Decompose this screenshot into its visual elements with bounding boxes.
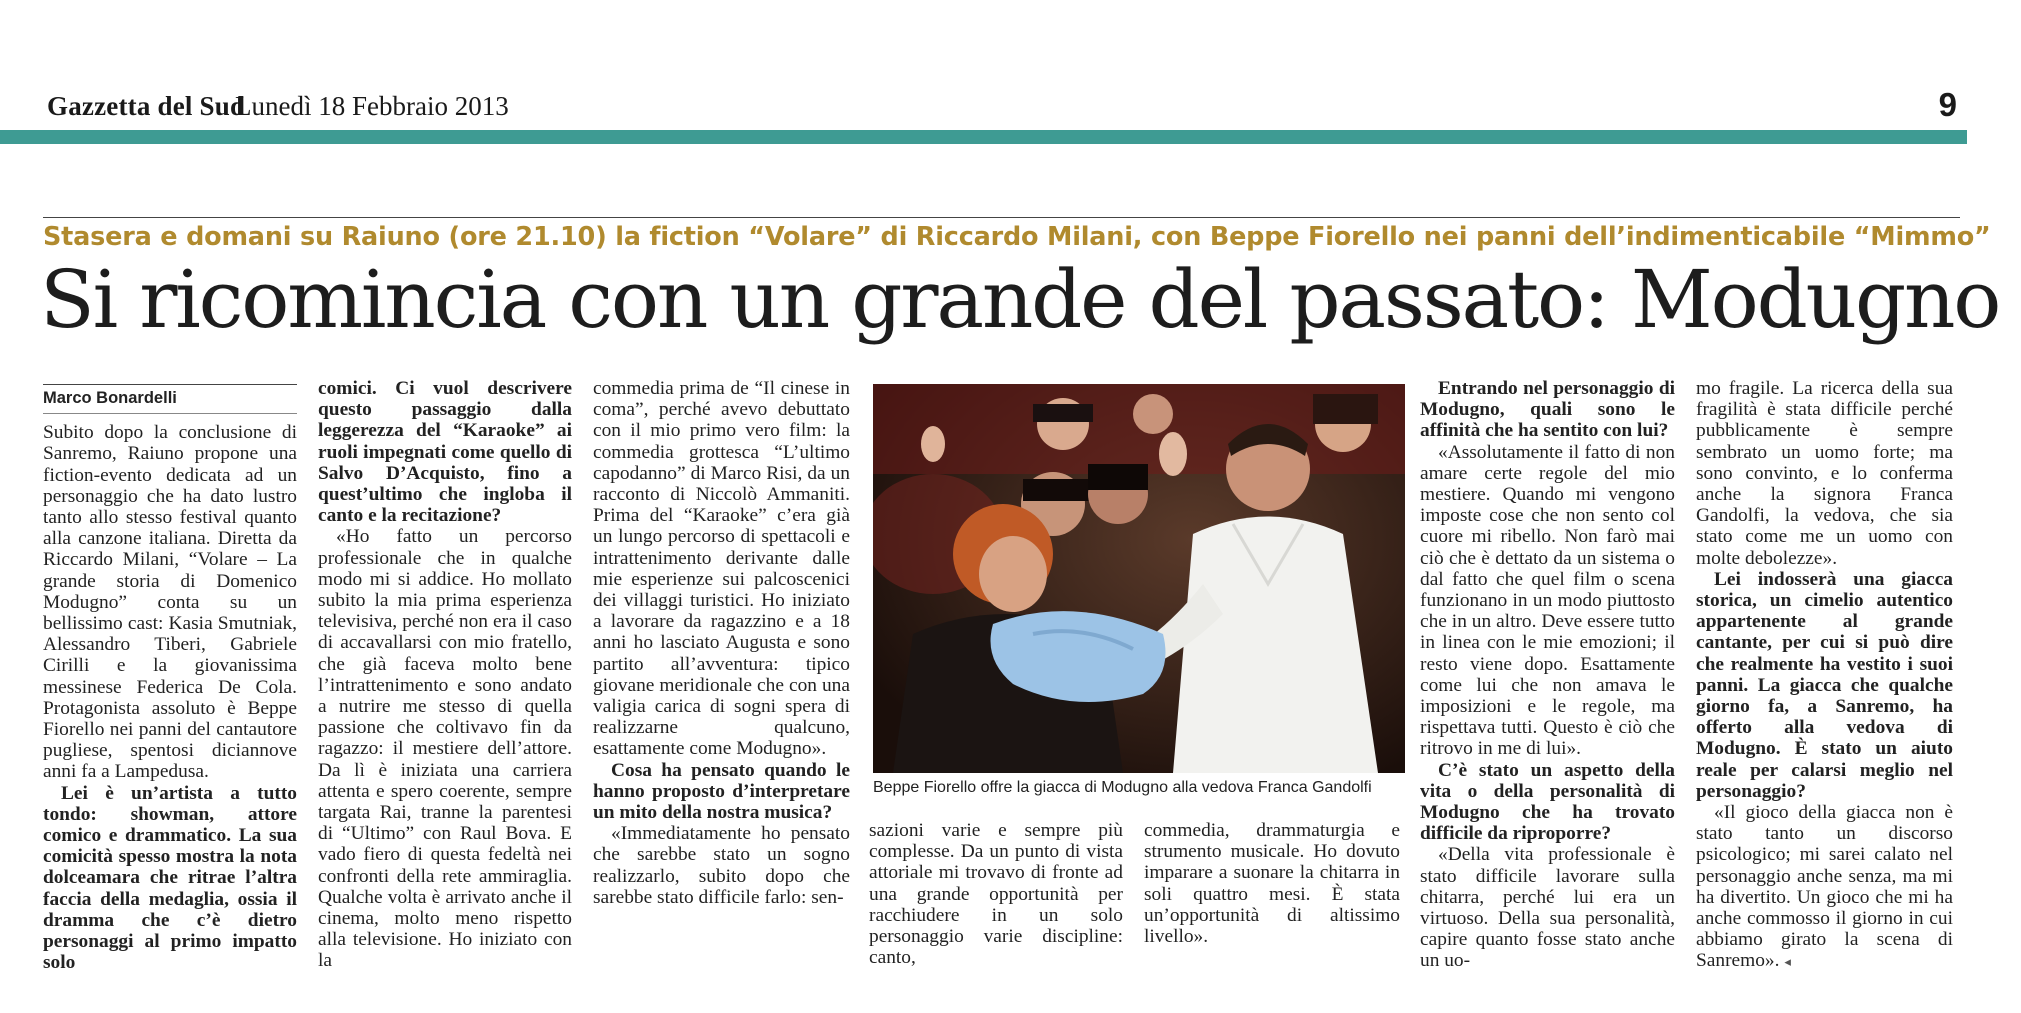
article-headline: Si ricomincia con un grande del passato: Modugno <box>40 253 2000 346</box>
article-photo <box>873 384 1405 773</box>
article-column-5 <box>1144 820 1400 947</box>
interview-question: Lei è un’artista a tutto tondo: showman, attore comico e drammatico. La sua comicità spesso mostra la nota dolceamara che ritrae l’altra faccia della medaglia, ossia il dramma che c’è dietro personaggi al primo impatto solo <box>43 782 297 974</box>
interview-question: C’è stato un aspetto della vita o della personalità di Modugno che ha trovato difficile da riproporre? <box>1420 759 1675 845</box>
interview-question: Cosa ha pensato quando le hanno proposto d’interpretare un mito della nostra musica? <box>593 759 850 824</box>
article-kicker: Stasera e domani su Raiuno (ore 21.10) la fiction “Volare” di Riccardo Milani, con Beppe Fiorello nei panni dell’indimenticabile “Mimmo” <box>43 222 1991 252</box>
article-column-6 <box>1420 378 1675 972</box>
issue-date: Lunedì 18 Febbraio 2013 <box>235 91 509 121</box>
byline: Marco Bonardelli <box>43 384 297 414</box>
photo-illustration <box>873 384 1405 773</box>
article-column-7 <box>1696 378 1953 973</box>
paragraph: «Immediatamente ho pensato che sarebbe stato un sogno realizzarlo, subito dopo che sarebbe stato difficile farlo: sen- <box>593 823 850 908</box>
photo-caption: Beppe Fiorello offre la giacca di Modugno alla vedova Franca Gandolfi <box>873 779 1372 796</box>
masthead-accent-bar <box>0 130 1967 144</box>
newspaper-name: Gazzetta del Sud <box>47 91 246 121</box>
end-of-article-icon: ◂ <box>1784 954 1791 970</box>
paragraph: «Il gioco della giacca non è stato tanto un discorso psicologico; mi sarei calato nel personaggio anche senza, ma mi ha divertito. Un gioco che mi ha anche commosso il giorno in cui abbiamo girato la scena di Sanremo». ◂ <box>1696 802 1953 972</box>
paragraph: commedia prima de “Il cinese in coma”, perché avevo debuttato con il mio primo vero film: la commedia grottesca “L’ultimo capodanno” di Marco Risi, da un racconto di Niccolò Ammaniti. Prima del “Karaoke” c’era già un lungo percorso di spettacoli e intrattenimento derivante dalle mie esperienze sui palcoscenici dei villaggi turistici. Ho iniziato a lavorare da ragazzino e a 18 anni ho lasciato Augusta e sono partito all’avventura: tipico giovane meridionale che con una valigia carica di sogni spera di realizzarne qualcuno, esattamente come Modugno». <box>593 378 850 760</box>
article-column-2 <box>318 378 572 972</box>
paragraph: «Assolutamente il fatto di non amare certe regole del mio mestiere. Quando mi vengono imposte cose che non sento col cuore mi ribello. Non farò mai ciò che è dettato da un sistema o dal fatto che quel film o scena funzionano in un modo piuttosto che in un altro. Deve essere tutto in linea con le mie emozioni; il resto viene dopo. Esattamente come lui che non amava le imposizioni e le regole, ma rispettava tutti. Questo è ciò che ritrovo in me di lui». <box>1420 441 1675 760</box>
article-column-4 <box>869 820 1123 968</box>
article-column-1 <box>43 384 297 973</box>
article-column-3 <box>593 378 850 908</box>
paragraph: «Della vita professionale è stato difficile lavorare sulla chitarra, perché lui era un virtuoso. Della sua personalità, capire quanto fosse stato anche un uo- <box>1420 844 1675 972</box>
paragraph: Subito dopo la conclusione di Sanremo, Raiuno propone una fiction-evento dedicata ad un personaggio che ha dato lustro tanto allo stesso festival quanto alla canzone italiana. Diretta da Riccardo Milani, “Volare – La grande storia di Domenico Modugno” conta su un bellissimo cast: Kasia Smutniak, Alessandro Tiberi, Gabriele Cirilli e la giovanissima messinese Federica De Cola. Protagonista assoluto è Beppe Fiorello nei panni del cantautore pugliese, spentosi diciannove anni fa a Lampedusa. <box>43 422 297 783</box>
paragraph: «Ho fatto un percorso professionale che in qualche modo mi si addice. Ho mollato subito la mia prima esperienza televisiva, perché non era il caso di accavallarsi con mio fratello, che già faceva molto bene l’intrattenimento e sono andato a nutrire me stesso di quella passione che coltivavo fin da ragazzo: il mestiere dell’attore. Da lì è iniziata una carriera attenta e spero coerente, sempre targata Rai, tranne la parentesi di “Ultimo” con Raul Bova. E vado fiero di questa fedeltà nei confronti della rete ammiraglia. Qualche volta è arrivato anche il cinema, molto meno rispetto alla televisione. Ho iniziato con la <box>318 526 572 972</box>
interview-question: comici. Ci vuol descrivere questo passaggio dalla leggerezza del “Karaoke” ai ruoli impegnati come quello di Salvo D’Acquisto, fino a quest’ultimo che ingloba il canto e la recitazione? <box>318 378 572 527</box>
article-top-rule <box>43 217 1960 218</box>
masthead <box>47 88 1957 128</box>
interview-question: Lei indosserà una giacca storica, un cimelio autentico appartenente al grande cantante, per cui si può dire che realmente ha vestito i suoi panni. La giacca che qualche giorno fa, a Sanremo, ha offerto alla vedova di Modugno. È stato un aiuto reale per calarsi meglio nel personaggio? <box>1696 568 1953 802</box>
paragraph: sazioni varie e sempre più complesse. Da un punto di vista attoriale mi trovavo di fronte ad una grande opportunità per racchiudere in un solo personaggio varie discipline: canto, <box>869 820 1123 969</box>
paragraph: mo fragile. La ricerca della sua fragilità è stata difficile perché pubblicamente è sempre sembrato un uomo forte; ma sono convinto, e lo conferma anche la signora Franca Gandolfi, la vedova, che sia stato come me un uomo con molte debolezze». <box>1696 378 1953 569</box>
page-number: 9 <box>1938 86 1957 123</box>
interview-question: Entrando nel personaggio di Modugno, quali sono le affinità che ha sentito con lui? <box>1420 378 1675 442</box>
paragraph: commedia, drammaturgia e strumento musicale. Ho dovuto imparare a suonare la chitarra in soli quattro mesi. È stata un’opportunità di altissimo livello». <box>1144 820 1400 948</box>
